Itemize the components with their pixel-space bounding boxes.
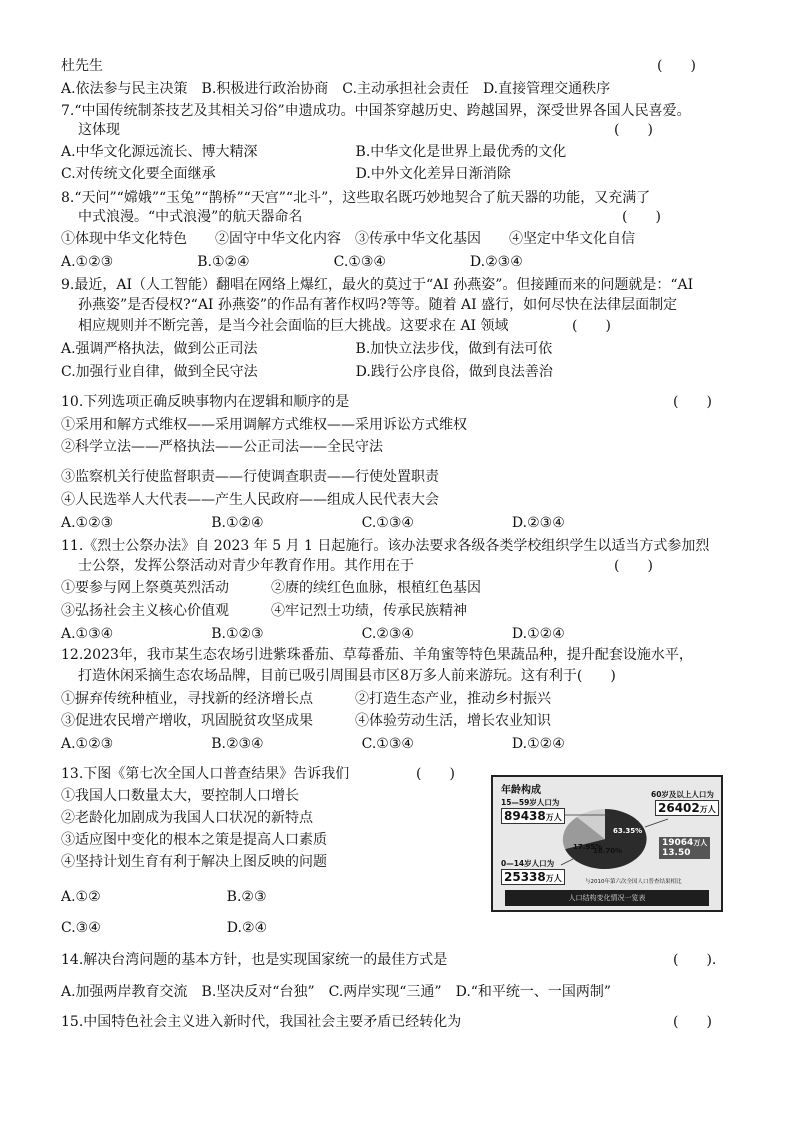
question-line: ①采用和解方式维权——采用调解方式维权——采用诉讼方式维权 — [61, 417, 467, 433]
answer-bracket: ( ) — [657, 58, 696, 74]
pct-60-plus: 18.70% — [593, 847, 623, 855]
label-15-59: 15—59岁人口为 — [501, 798, 560, 807]
question-line: A.①②③ B.①②④ C.①③④ D.②③④ — [61, 515, 565, 531]
label-60-plus: 60岁及以上人口为 — [651, 790, 714, 799]
question-line: 杜先生 — [61, 58, 103, 74]
answer-bracket: ( ) — [673, 1014, 712, 1030]
callout-line — [561, 859, 573, 865]
answer-bracket: ( ) — [614, 122, 653, 138]
question-line: 13.下图《第七次全国人口普查结果》告诉我们 — [61, 766, 350, 782]
question-line: ③促进农民增产增收，巩固脱贫攻坚成果 ④体验劳动生活，增长农业知识 — [61, 713, 551, 729]
question-line: A.强调严格执法，做到公正司法 B.加快立法步伐，做到有法可依 — [61, 341, 553, 357]
question-line: A.①③④ B.①②③ C.②③④ D.①②④ — [61, 626, 565, 642]
pct-15-59: 63.35% — [613, 827, 643, 835]
question-line: ①体现中华文化特色 ②固守中华文化内容 ③传承中华文化基因 ④坚定中华文化自信 — [61, 231, 635, 247]
question-line: 相应规则并不断完善，是当今社会面临的巨大挑战。这要求在 AI 领域 — [78, 318, 509, 334]
answer-bracket: ( ). — [673, 952, 717, 968]
population-census-chart — [491, 775, 723, 912]
question-line: C.③④ D.②④ — [61, 920, 268, 936]
chart-title: 年龄构成 — [501, 785, 541, 796]
question-line: A.①②③ B.②③④ C.①③④ D.①②④ — [61, 736, 565, 752]
value-0-14: 25338万人 — [501, 869, 565, 885]
question-line: ①摒弃传统种植业，寻找新的经济增长点 ②打造生态产业，推动乡村振兴 — [61, 691, 551, 707]
question-line: A.①②③ B.①②④ C.①③④ D.②③④ — [61, 254, 523, 270]
question-line: 士公祭，发挥公祭活动对青少年教育作用。其作用在于 — [78, 558, 414, 574]
question-line: 14.解决台湾问题的基本方针，也是实现国家统一的最佳方式是 — [61, 952, 448, 968]
question-line: ④坚持计划生育有利于解决上图反映的问题 — [61, 854, 327, 870]
question-line: 9.最近，AI（人工智能）翻唱在网络上爆红，最火的莫过于“AI 孙燕姿”。但接踵而来的问题就是：“AI — [61, 277, 694, 293]
chart-footer-text: 人口结构变化情况一览表 — [568, 894, 646, 902]
subvalue-box: 19064万人 13.50 — [659, 837, 710, 859]
question-line: 15.中国特色社会主义进入新时代，我国社会主要矛盾已经转化为 — [61, 1014, 462, 1030]
question-line: 11.《烈士公祭办法》自 2023 年 5 月 1 日起施行。该办法要求各级各类学校组织学生以适当方式参加烈 — [61, 538, 710, 554]
value-60-plus: 26402万人 — [655, 800, 719, 816]
question-line: A.中华文化源远流长、博大精深 B.中华文化是世界上最优秀的文化 — [61, 144, 567, 160]
answer-bracket: ( ) — [416, 766, 455, 782]
answer-bracket: ( ) — [622, 209, 661, 225]
question-line: 12.2023年，我市某生态农场引进紫珠番茄、草莓番茄、羊角蜜等特色果蔬品种，提升配套设施水平， — [61, 647, 693, 663]
question-line: ①我国人口数量太大，要控制人口增长 — [61, 788, 299, 804]
question-line: ②老龄化加剧成为我国人口状况的新特点 — [61, 810, 313, 826]
question-line: 中式浪漫。“中式浪漫”的航天器命名 — [78, 209, 303, 225]
question-line: A.加强两岸教育交流 B.坚决反对“台独” C.两岸实现“三通” D.“和平统一、一国两制” — [61, 984, 612, 1000]
question-line: ①要参与网上祭奠英烈活动 ②赓的续红色血脉，根植红色基因 — [61, 580, 481, 596]
callout-line — [645, 819, 668, 827]
question-line: 打造休闲采摘生态农场品牌，目前已吸引周围县市区8万多人前来游玩。这有利于( ) — [78, 668, 616, 684]
question-line: ②科学立法——严格执法——公正司法——全民守法 — [61, 439, 383, 455]
question-line: ③适应图中变化的根本之策是提高人口素质 — [61, 832, 327, 848]
question-line: C.对传统文化要全面继承 D.中外文化差异日渐消除 — [61, 166, 511, 182]
pct-0-14: 17.95% — [573, 843, 603, 851]
question-line: 这体现 — [78, 122, 120, 138]
label-0-14: 0—14岁人口为 — [501, 859, 555, 868]
answer-bracket: ( ) — [572, 318, 611, 334]
question-line: 7.“中国传统制茶技艺及其相关习俗”申遗成功。中国茶穿越历史、跨越国界，深受世界各国人民喜爱。 — [61, 103, 691, 119]
chart-footer-bar — [505, 890, 709, 906]
question-line: ④人民选举人大代表——产生人民政府——组成人民代表大会 — [61, 492, 439, 508]
question-line: 孙燕姿”是否侵权?“AI 孙燕姿”的作品有著作权吗?等等。随着 AI 盛行，如何尽快在法律层面制定 — [78, 297, 678, 313]
answer-bracket: ( ) — [614, 558, 653, 574]
question-line: A.①② B.②③ — [61, 889, 267, 905]
comparison-note: 与2010年第六次全国人口普查结果相比 — [585, 879, 682, 885]
answer-bracket: ( ) — [673, 394, 712, 410]
question-line: 10.下列选项正确反映事物内在逻辑和顺序的是 — [61, 394, 350, 410]
question-line: A.依法参与民主决策 B.积极进行政治协商 C.主动承担社会责任 D.直接管理交通秩序 — [61, 81, 611, 97]
question-line: 8.“天问”“嫦娥”“玉兔”“鹊桥”“天宫”“北斗”，这些取名既巧妙地契合了航天器的功能，又充满了 — [61, 190, 651, 206]
question-line: C.加强行业自律，做到全民守法 D.践行公序良俗，做到良法善治 — [61, 364, 553, 380]
question-line: ③监察机关行使监督职责——行使调查职责——行使处置职责 — [61, 469, 439, 485]
value-15-59: 89438万人 — [501, 808, 565, 824]
question-line: ③弘扬社会主义核心价值观 ④牢记烈士功绩，传承民族精神 — [61, 603, 467, 619]
